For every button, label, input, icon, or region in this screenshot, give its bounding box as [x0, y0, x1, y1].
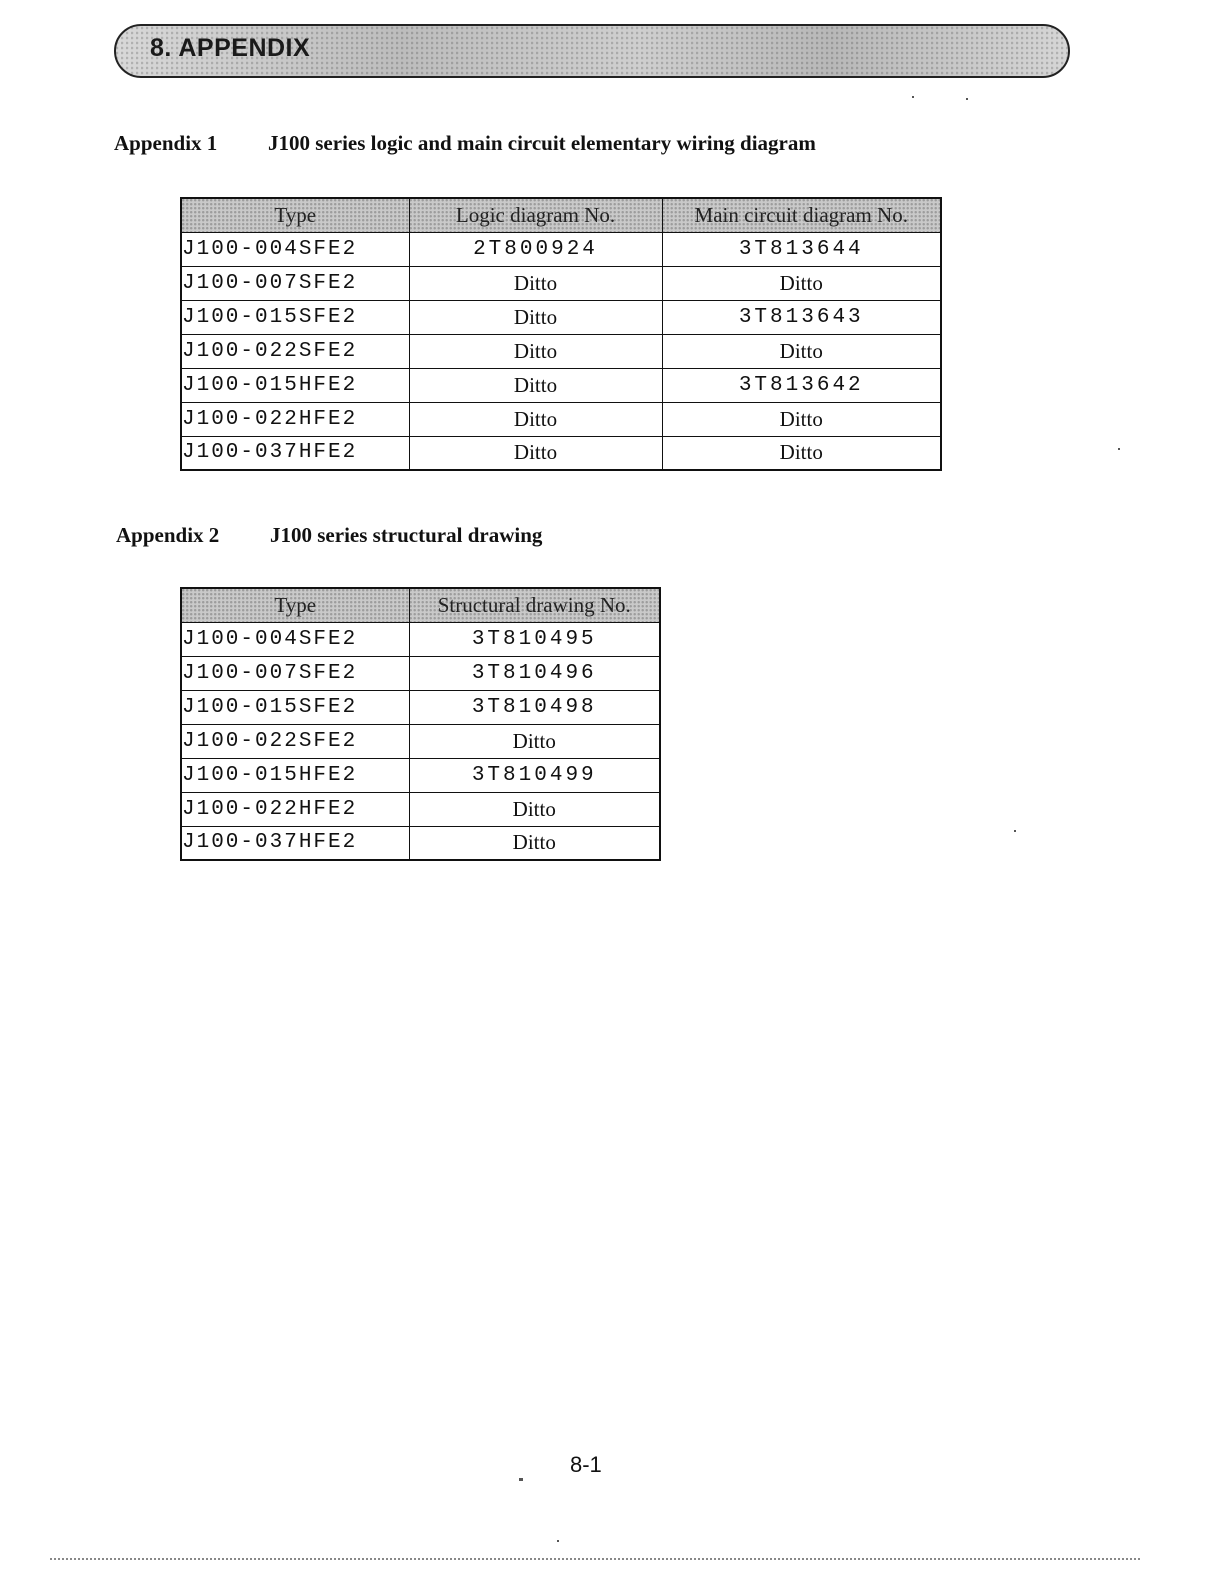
logic-diagram-cell: Ditto	[409, 266, 662, 300]
scan-speck	[966, 98, 968, 100]
scan-speck	[1014, 830, 1016, 832]
structural-drawing-cell: 3T810499	[409, 758, 660, 792]
column-header-type: Type	[181, 588, 409, 622]
column-header-logic-diagram: Logic diagram No.	[409, 198, 662, 232]
main-circuit-diagram-cell: Ditto	[662, 402, 941, 436]
column-header-structural-drawing: Structural drawing No.	[409, 588, 660, 622]
scan-speck	[912, 96, 914, 98]
table-header-row	[181, 588, 660, 622]
table-row	[181, 334, 941, 368]
structural-drawing-cell: Ditto	[409, 724, 660, 758]
appendix1-label: Appendix 1	[114, 131, 218, 155]
table-row	[181, 402, 941, 436]
table-row	[181, 266, 941, 300]
wiring-diagram-table	[180, 197, 942, 471]
logic-diagram-cell: Ditto	[409, 402, 662, 436]
footer-rule	[50, 1558, 1140, 1560]
column-header-main-circuit-diagram: Main circuit diagram No.	[662, 198, 941, 232]
type-cell: J100-015SFE2	[181, 300, 409, 334]
logic-diagram-cell: Ditto	[409, 436, 662, 470]
section-title: 8. APPENDIX	[150, 34, 311, 62]
appendix2-heading	[116, 523, 542, 548]
scan-speck	[519, 1478, 523, 1481]
type-cell: J100-022SFE2	[181, 724, 409, 758]
table-row	[181, 368, 941, 402]
table-row	[181, 622, 660, 656]
table-row	[181, 758, 660, 792]
type-cell: J100-037HFE2	[181, 826, 409, 860]
main-circuit-diagram-cell: 3T813644	[662, 232, 941, 266]
logic-diagram-cell: Ditto	[409, 368, 662, 402]
table-row	[181, 436, 941, 470]
appendix1-title: J100 series logic and main circuit elementary wiring diagram	[268, 131, 816, 155]
table-row	[181, 656, 660, 690]
table-row	[181, 232, 941, 266]
structural-drawing-cell: 3T810495	[409, 622, 660, 656]
table-row	[181, 724, 660, 758]
scan-speck	[557, 1540, 559, 1542]
table-row	[181, 690, 660, 724]
type-cell: J100-004SFE2	[181, 232, 409, 266]
type-cell: J100-037HFE2	[181, 436, 409, 470]
main-circuit-diagram-cell: Ditto	[662, 266, 941, 300]
scan-speck	[1118, 448, 1120, 450]
type-cell: J100-015HFE2	[181, 368, 409, 402]
type-cell: J100-022HFE2	[181, 792, 409, 826]
type-cell: J100-015SFE2	[181, 690, 409, 724]
appendix2-title: J100 series structural drawing	[270, 523, 543, 547]
logic-diagram-cell: 2T800924	[409, 232, 662, 266]
table-row	[181, 792, 660, 826]
logic-diagram-cell: Ditto	[409, 300, 662, 334]
appendix1-heading	[114, 131, 816, 156]
structural-drawing-cell: Ditto	[409, 792, 660, 826]
structural-drawing-cell: Ditto	[409, 826, 660, 860]
structural-drawing-cell: 3T810496	[409, 656, 660, 690]
table-row	[181, 826, 660, 860]
column-header-type: Type	[181, 198, 409, 232]
table-header-row	[181, 198, 941, 232]
type-cell: J100-004SFE2	[181, 622, 409, 656]
structural-drawing-cell: 3T810498	[409, 690, 660, 724]
main-circuit-diagram-cell: Ditto	[662, 334, 941, 368]
table-row	[181, 300, 941, 334]
section-banner	[114, 24, 1070, 78]
logic-diagram-cell: Ditto	[409, 334, 662, 368]
type-cell: J100-007SFE2	[181, 266, 409, 300]
type-cell: J100-015HFE2	[181, 758, 409, 792]
main-circuit-diagram-cell: Ditto	[662, 436, 941, 470]
type-cell: J100-007SFE2	[181, 656, 409, 690]
type-cell: J100-022HFE2	[181, 402, 409, 436]
type-cell: J100-022SFE2	[181, 334, 409, 368]
main-circuit-diagram-cell: 3T813642	[662, 368, 941, 402]
main-circuit-diagram-cell: 3T813643	[662, 300, 941, 334]
appendix2-label: Appendix 2	[116, 523, 220, 547]
structural-drawing-table	[180, 587, 661, 861]
page-number: 8-1	[570, 1452, 602, 1477]
